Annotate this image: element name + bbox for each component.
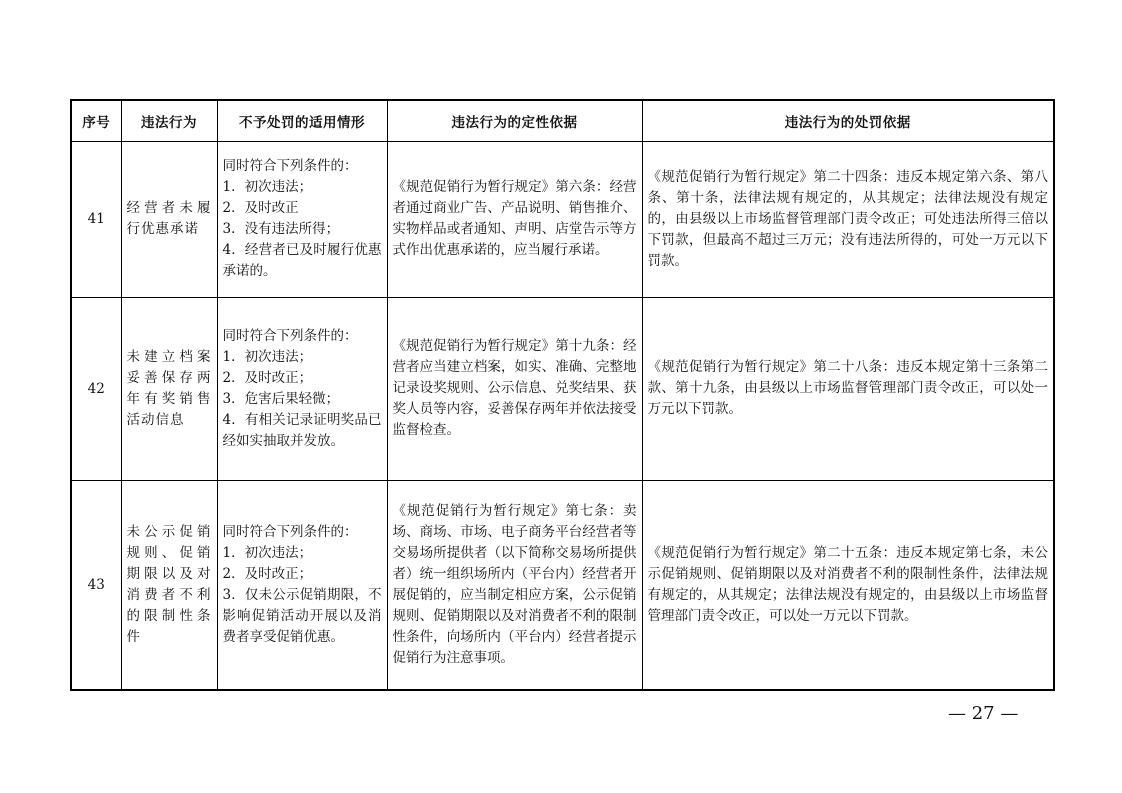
header-penalty: 违法行为的处罚依据 <box>642 100 1054 141</box>
header-basis: 违法行为的定性依据 <box>387 100 642 141</box>
condition-line: 1．初次违法； <box>222 544 313 561</box>
condition-line: 4．有相关记录证明奖品已经如实抽取并发放。 <box>222 411 382 449</box>
exemption-conditions <box>217 297 387 480</box>
row-number: 41 <box>71 141 121 297</box>
condition-line: 同时符合下列条件的： <box>222 158 358 174</box>
penalty-basis: 《规范促销行为暂行规定》第二十四条：违反本规定第六条、第八条、第十条，法律法规有规定的，从其规定；法律法规没有规定的，由县级以上市场监督管理部门责令改正；可处违法所得三倍以下罚款，但最高不超过三万元；没有违法所得的，可处一万元以下罚款。 <box>642 141 1054 297</box>
condition-line: 1．初次违法； <box>222 179 313 195</box>
table-row <box>71 297 1054 480</box>
row-number: 43 <box>71 480 121 690</box>
legal-basis: 《规范促销行为暂行规定》第七条：卖场、商场、市场、电子商务平台经营者等交易场所提供者（以下简称交易场所提供者）统一组织场所内（平台内）经营者开展促销的，应当制定相应方案，公示促销规则、促销期限以及对消费者不利的限制性条件，向场所内（平台内）经营者提示促销行为注意事项。 <box>387 480 642 690</box>
condition-line: 2．及时改正； <box>222 369 313 386</box>
condition-line: 3．危害后果轻微； <box>222 390 340 407</box>
exemption-conditions <box>217 141 387 297</box>
exemption-conditions <box>217 480 387 690</box>
page-number: — 27 — <box>948 703 1019 724</box>
header-act: 违法行为 <box>121 100 217 141</box>
table-row <box>71 480 1054 690</box>
table-header-row <box>71 100 1054 141</box>
table-row <box>71 141 1054 297</box>
condition-line: 同时符合下列条件的： <box>222 523 358 540</box>
regulation-table <box>70 99 1055 691</box>
header-no: 序号 <box>71 100 121 141</box>
penalty-basis: 《规范促销行为暂行规定》第二十八条：违反本规定第十三条第二款、第十九条，由县级以上市场监督管理部门责令改正，可以处一万元以下罚款。 <box>642 297 1054 480</box>
header-condition: 不予处罚的适用情形 <box>217 100 387 141</box>
row-number: 42 <box>71 297 121 480</box>
legal-basis: 《规范促销行为暂行规定》第六条：经营者通过商业广告、产品说明、销售推介、实物样品或者通知、声明、店堂告示等方式作出优惠承诺的，应当履行承诺。 <box>387 141 642 297</box>
violation-act: 未公示促销规则、促销期限以及对消费者不利的限制性条件 <box>121 480 217 690</box>
violation-act: 未建立档案妥善保存两年有奖销售活动信息 <box>121 297 217 480</box>
condition-line: 4．经营者已及时履行优惠承诺的。 <box>222 242 382 279</box>
penalty-basis: 《规范促销行为暂行规定》第二十五条：违反本规定第七条，未公示促销规则、促销期限以及对消费者不利的限制性条件，法律法规有规定的，从其规定；法律法规没有规定的，由县级以上市场监督管理部门责令改正，可以处一万元以下罚款。 <box>642 480 1054 690</box>
condition-line: 1．初次违法； <box>222 348 313 365</box>
condition-line: 3．没有违法所得； <box>222 221 340 237</box>
legal-basis: 《规范促销行为暂行规定》第十九条：经营者应当建立档案，如实、准确、完整地记录设奖规则、公示信息、兑奖结果、获奖人员等内容，妥善保存两年并依法接受监督检查。 <box>387 297 642 480</box>
condition-line: 3．仅未公示促销期限，不影响促销活动开展以及消费者享受促销优惠。 <box>222 586 382 645</box>
violation-act: 经营者未履行优惠承诺 <box>121 141 217 297</box>
condition-line: 2．及时改正； <box>222 565 313 582</box>
condition-line: 同时符合下列条件的： <box>222 327 358 344</box>
condition-line: 2．及时改正 <box>222 200 299 216</box>
